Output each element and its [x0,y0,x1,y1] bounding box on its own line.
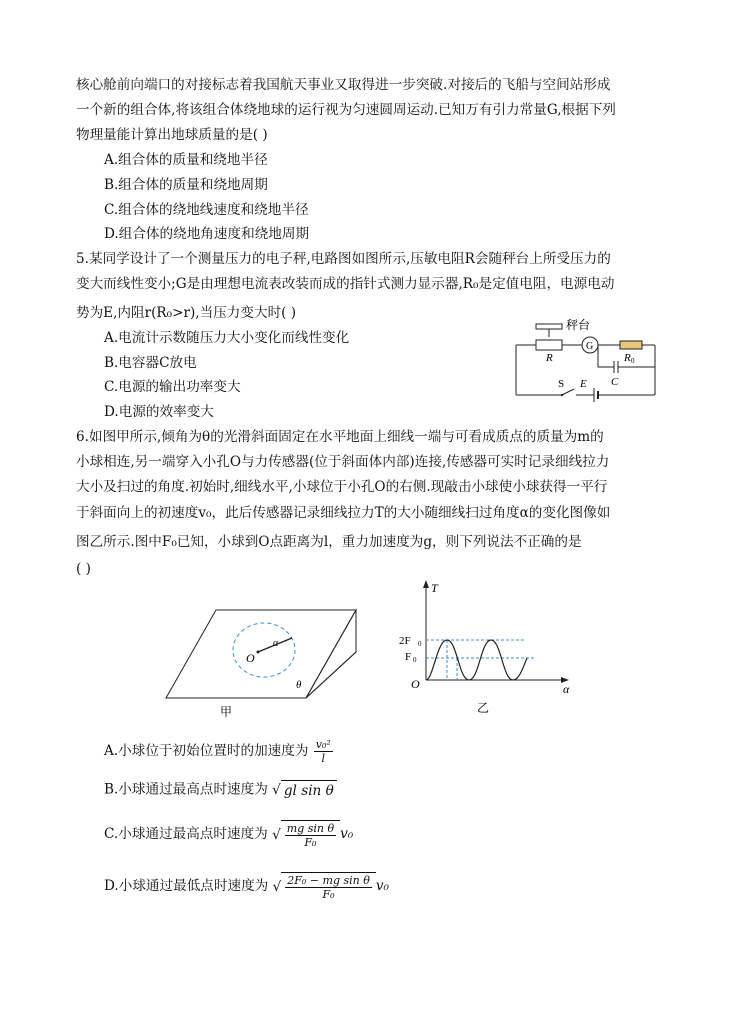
galvanometer-label: G [586,341,594,352]
q6-option-d-tail: v₀ [375,878,389,894]
q5-option-c: C.电源的输出功率变大 [104,379,241,395]
q6-option-d-text: D.小球通过最低点时速度为 [104,878,269,894]
q4-option-b: B.组合体的质量和绕地周期 [104,177,268,193]
fig1-caption: 甲 [220,705,233,719]
q6-option-d-num: 2F₀ − mg sin θ [287,874,370,887]
resistor-r0-label: R [624,352,631,364]
capacitor-label: C [611,376,619,388]
fig2-f0-label: F [405,651,412,663]
fig1-alpha-label: α [273,638,279,649]
q4-option-d: D.组合体的绕地角速度和绕地周期 [104,226,310,242]
q6-option-a-text: A.小球位于初始位置时的加速度为 [104,743,309,759]
q6-option-c [104,820,353,849]
fig2-o-label: O [411,677,420,691]
q6-line-3: 大小及扫过的角度.初始时,细线水平,小球位于小孔O的右侧.现敲击小球使小球获得一平行 [76,479,608,495]
q6-option-a-num: v₀² [315,738,331,751]
switch-label: S [558,378,565,390]
resistor-r-label: R [546,352,553,364]
q5-option-b: B.电容器C放电 [104,355,197,371]
fig1-theta-label: θ [296,679,302,691]
q5-option-a: A.电流计示数随压力大小变化而线性变化 [104,330,350,346]
q6-option-a [104,738,334,765]
fig2-t-label: T [431,581,438,595]
q5-line-1: 5.某同学设计了一个测量压力的电子秤,电路图如图所示,压敏电阻R会随秤台上所受压力的 [76,251,611,267]
figure-tension-graph [395,578,580,718]
q4-line-3: 物理量能计算出地球质量的是( ) [76,127,268,143]
q4-line-1: 核心舱前向端口的对接标志着我国航天事业又取得进一步突破.对接后的飞船与空间站形成 [76,77,611,93]
q6-option-c-den: F₀ [304,836,317,849]
q6-option-c-num: mg sin θ [286,822,335,835]
q6-line-4: 于斜面向上的初速度v₀，此后传感器记录细线拉力T的大小随细线扫过角度α的变化图像如 [76,505,611,521]
fig2-alpha-label: α [563,682,570,696]
q5-option-d: D.电源的效率变大 [104,404,214,420]
q6-option-d-sqrt: √ $\frac{\text{2F₀ − mg sin θ}}{\text{F₀}}$ [273,872,376,901]
q4-option-a: A.组合体的质量和绕地半径 [104,152,268,168]
q6-option-d [104,872,389,901]
q5-line-2: 变大而线性变小;G是由理想电流表改装而成的指针式测力显示器,R₀是定值电阻，电源电动 [76,276,615,292]
q6-option-b-rad: gl sin θ [281,780,337,800]
q6-option-a-den: l [321,752,326,765]
q6-line-2: 小球相连,另一端穿入小孔O与力传感器(位于斜面体内部)连接,传感器可实时记录细线拉力 [76,454,610,470]
q6-option-b-sqrt: √ gl sin θ [272,780,337,800]
q6-option-c-text: C.小球通过最高点时速度为 [104,826,268,842]
q6-option-c-sqrt: √ $\frac{\text{mg sin θ}}{\text{F₀}}$ [272,820,340,849]
q6-option-a-fraction [314,738,333,765]
emf-label: E [580,378,587,390]
q5-line-3: 势为E,内阻r(R₀>r),当压力变大时( ) [76,305,297,321]
fig2-f0-sub: 0 [413,656,417,664]
q4-option-c: C.组合体的绕地线速度和绕地半径 [104,202,309,218]
figure-incline [160,600,370,720]
fig1-o-label: O [246,651,255,665]
resistor-r0-sub: 0 [631,357,635,365]
q6-line-6: ( ) [76,561,91,577]
platform-label: 秤台 [566,318,591,332]
q6-option-b [104,780,337,800]
q6-option-c-fraction [285,822,336,849]
fig2-2f0-sub: 0 [418,640,422,648]
q6-option-b-text: B.小球通过最高点时速度为 [104,781,268,798]
fig2-caption: 乙 [477,701,490,715]
q6-option-d-den: F₀ [322,888,335,901]
fig2-2f0-label: 2F [399,635,411,647]
q6-line-5: 图乙所示.图中F₀已知，小球到O点距离为l，重力加速度为g，则下列说法不正确的是 [76,534,582,550]
q6-line-1: 6.如图甲所示,倾角为θ的光滑斜面固定在水平地面上细线一端与可看成质点的质量为m的 [76,429,604,445]
q6-option-d-fraction [285,874,372,901]
q4-line-2: 一个新的组合体,将该组合体绕地球的运行视为匀速圆周运动.已知万有引力常量G,根据下列 [76,102,616,118]
circuit-diagram [510,315,660,405]
q6-option-c-tail: v₀ [340,826,354,842]
